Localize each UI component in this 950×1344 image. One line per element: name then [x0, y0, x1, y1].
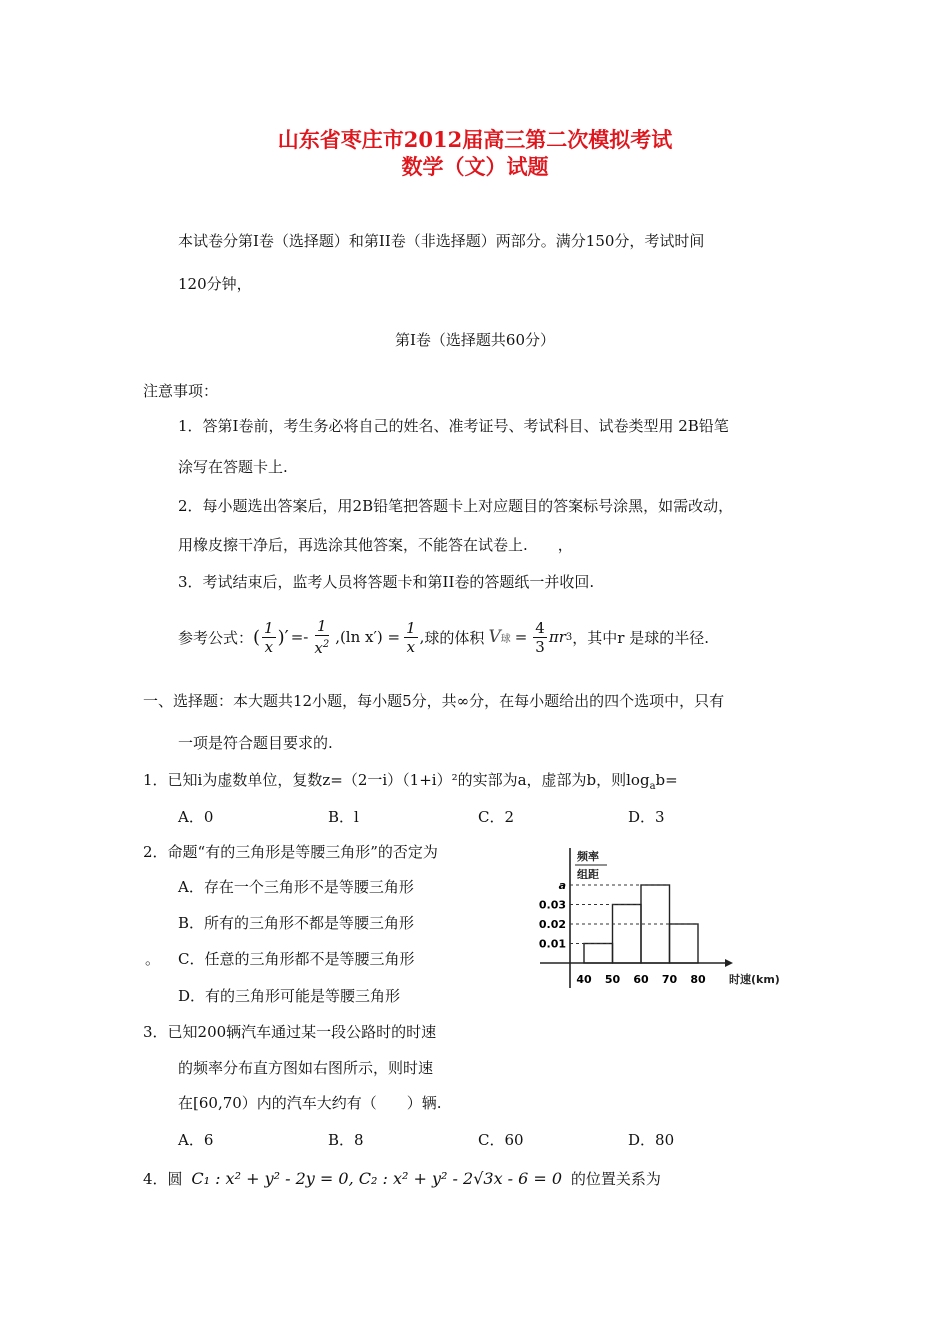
x-tick-label: 70	[661, 973, 678, 986]
q1-option-d: D．3	[628, 808, 665, 826]
y-tick-label: 0.03	[538, 898, 566, 912]
q3-option-a: A．6	[178, 1131, 214, 1149]
xlabel: 时速(km)	[729, 973, 780, 986]
intro-line-2: 120分钟，	[178, 275, 252, 293]
note-item-1-cont: 涂写在答题卡上.	[178, 458, 288, 476]
section-one-line-1: 一、选择题：本大题共12小题，每小题5分，共∞分，在每小题给出的四个选项中，只有	[143, 692, 725, 710]
x-axis-arrow	[725, 959, 733, 967]
q1-option-b: B．l	[328, 808, 359, 826]
section1-header: 第Ⅰ卷（选择题共60分）	[394, 331, 555, 349]
sphere-volume-label: 球的体积	[424, 628, 485, 647]
q1-stem: 1．已知i为虚数单位，复数z=（2一i）（1+i）²的实部为a，虚部为b，则$\log_ab=$	[143, 771, 678, 792]
intro-line-1: 本试卷分第Ⅰ卷（选择题）和第II卷（非选择题）两部分。满分150分，考试时间	[178, 232, 705, 250]
q2-option-d: D．有的三角形可能是等腰三角形	[178, 987, 401, 1005]
note-item-2-cont: 用橡皮擦干净后，再选涂其他答案，不能答在试卷上. ，	[178, 536, 573, 554]
q3-line-2: 的频率分布直方图如右图所示，则时速	[178, 1059, 434, 1077]
formula-tail: ，其中r 是球的半径.	[572, 628, 709, 647]
q3-option-d: D．80	[628, 1131, 675, 1149]
title-line-1: 山东省枣庄市2012届高三第二次模拟考试	[277, 127, 673, 152]
x-tick-label: 80	[690, 973, 706, 986]
x-tick-label: 60	[633, 973, 649, 986]
q1-option-c: C．2	[478, 808, 515, 826]
formula-label: 参考公式：	[178, 628, 254, 647]
histogram-bar	[613, 905, 642, 964]
y-tick-label: 0.01	[538, 937, 566, 951]
section-one-line-2: 一项是符合题目要求的.	[178, 734, 333, 752]
q2-option-b: B．所有的三角形不都是等腰三角形	[178, 914, 415, 932]
note-item-3: 3．考试结束后，监考人员将答题卡和第II卷的答题纸一并收回.	[178, 573, 595, 591]
title-line-2: 数学（文）试题	[401, 154, 549, 179]
x-tick-label: 50	[604, 973, 621, 986]
histogram-bar	[584, 944, 613, 964]
ylabel-top: 频率	[577, 850, 599, 863]
q4-equation: C₁ : x² + y² - 2y = 0, C₂ : x² + y² - 2√3x - 6 = 0	[191, 1169, 563, 1188]
notes-heading: 注意事项：	[143, 382, 219, 400]
q3-option-c: C．60	[478, 1131, 524, 1149]
q4-stem: 4．圆 C₁ : x² + y² - 2y = 0, C₂ : x² + y² - 2√3x - 6 = 0 的位置关系为	[143, 1169, 661, 1188]
x-tick-label: 40	[576, 973, 592, 986]
histogram-chart	[535, 838, 795, 998]
y-tick-label: 0.02	[538, 918, 566, 931]
ylabel-bottom: 组距	[577, 868, 599, 881]
frac-ln-derivative: $\frac{1}{x}$	[406, 618, 416, 656]
reference-formula: 参考公式： ( $\frac{1}{x}$ )′ =- $\frac{1}{x^2}$ ,(ln x′) = $\frac{1}{x}$ , 球的体积 V 球 = $\frac{4}{3}$ πr 3 ，其中r 是球的半径.	[178, 617, 709, 657]
q2-stem: 2．命题“有的三角形是等腰三角形”的否定为	[143, 843, 438, 861]
note-item-2: 2．每小题选出答案后，用2B铅笔把答题卡上对应题目的答案标号涂黑，如需改动，	[178, 497, 734, 515]
q3-line-1: 3．已知200辆汽车通过某一段公路时的时速	[143, 1023, 437, 1041]
frac-one-over-x: $\frac{1}{x}$	[264, 618, 274, 656]
q2-option-c: C．任意的三角形都不是等腰三角形	[178, 950, 415, 968]
q2-option-a: A．存在一个三角形不是等腰三角形	[178, 878, 414, 896]
histogram-bar	[670, 924, 699, 963]
stray-mark: 。	[145, 950, 161, 968]
note-item-1: 1．答第Ⅰ卷前，考生务必将自己的姓名、准考证号、考试科目、试卷类型用 2B铅笔	[178, 417, 729, 435]
y-tick-label: a	[558, 879, 566, 892]
q3-line-3: 在[60,70）内的汽车大约有（ ）辆.	[178, 1094, 442, 1112]
q3-option-b: B．8	[328, 1131, 364, 1149]
q1-option-a: A．0	[178, 808, 214, 826]
frac-four-thirds: $\frac{4}{3}$	[535, 618, 545, 656]
frac-one-over-x-squared: $\frac{1}{x^2}$	[314, 617, 330, 657]
